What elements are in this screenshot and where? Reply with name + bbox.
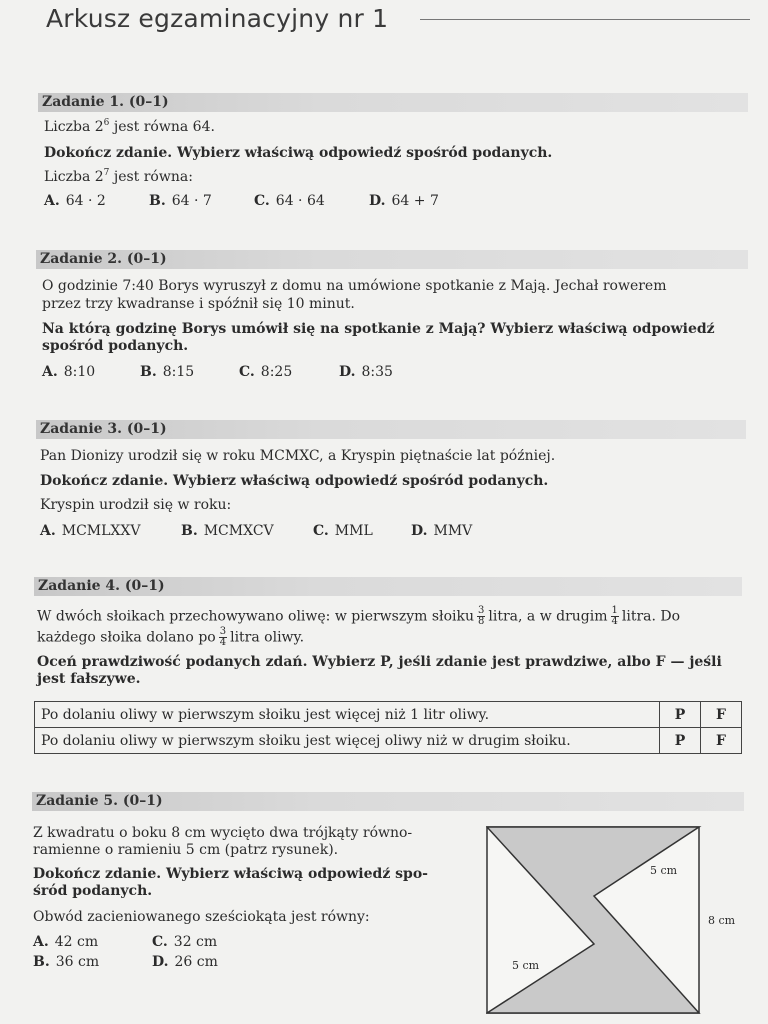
statement-cell: Po dolaniu oliwy w pierwszym słoiku jest więcej niż 1 litr oliwy. bbox=[35, 702, 660, 728]
answer-option[interactable]: A. 64 · 2 bbox=[44, 193, 106, 209]
dimension-label-bottom: 5 cm bbox=[512, 959, 540, 972]
answer-option[interactable]: A. 8:10 bbox=[42, 364, 96, 380]
task-question: spośród podanych. bbox=[42, 338, 189, 354]
fraction: $\frac{1}{4}$ bbox=[611, 605, 618, 627]
task-stem: Obwód zacieniowanego sześciokąta jest równy: bbox=[33, 909, 370, 925]
task-header bbox=[32, 792, 744, 811]
task-instruction: Dokończ zdanie. Wybierz właściwą odpowiedź spośród podanych. bbox=[44, 145, 553, 161]
task-text: każdego słoika dolano po $\frac{3}{4}$ litra oliwy. bbox=[37, 626, 305, 648]
true-false-table bbox=[34, 701, 742, 754]
task-header-label: Zadanie 2. (0–1) bbox=[40, 251, 167, 267]
task-instruction: jest fałszywe. bbox=[37, 671, 141, 687]
task-instruction: Dokończ zdanie. Wybierz właściwą odpowiedź spo- bbox=[33, 866, 428, 882]
dimension-label-side: 8 cm bbox=[708, 914, 736, 927]
task-question: Na którą godzinę Borys umówił się na spotkanie z Mają? Wybierz właściwą odpowiedź bbox=[42, 321, 715, 337]
table-row bbox=[35, 702, 742, 728]
task-header-label: Zadanie 5. (0–1) bbox=[36, 793, 163, 809]
task-instruction: Oceń prawdziwość podanych zdań. Wybierz P, jeśli zdanie jest prawdziwe, albo F — jeśli bbox=[37, 654, 722, 670]
task-intro: Pan Dionizy urodził się w roku MCMXC, a Kryspin piętnaście lat później. bbox=[40, 448, 556, 464]
answer-option[interactable]: B. 64 · 7 bbox=[149, 193, 212, 209]
task-instruction: Dokończ zdanie. Wybierz właściwą odpowiedź spośród podanych. bbox=[40, 473, 549, 489]
answer-option[interactable]: C. 8:25 bbox=[239, 364, 293, 380]
answer-option[interactable]: B. 36 cm bbox=[33, 954, 100, 970]
answer-option[interactable]: A. 42 cm bbox=[33, 934, 99, 950]
fraction: $\frac{3}{4}$ bbox=[219, 626, 227, 648]
task-text: O godzinie 7:40 Borys wyruszył z domu na umówione spotkanie z Mają. Jechał rowerem bbox=[42, 278, 667, 294]
task-header-label: Zadanie 3. (0–1) bbox=[40, 421, 167, 437]
hexagon-drawing bbox=[486, 826, 702, 1016]
answer-option[interactable]: B. MCMXCV bbox=[181, 523, 274, 539]
answer-option[interactable]: B. 8:15 bbox=[140, 364, 195, 380]
fraction: $\frac{3}{8}$ bbox=[478, 605, 485, 627]
answer-option[interactable]: D. 64 + 7 bbox=[369, 193, 439, 209]
task-intro: Liczba $2^6$ jest równa 64. bbox=[44, 118, 215, 135]
true-option[interactable]: P bbox=[660, 728, 701, 754]
task-header bbox=[36, 250, 748, 269]
task-header-label: Zadanie 1. (0–1) bbox=[42, 94, 169, 110]
answer-option[interactable]: A. MCMLXXV bbox=[40, 523, 141, 539]
true-option[interactable]: P bbox=[660, 702, 701, 728]
task-text: ramienne o ramieniu 5 cm (patrz rysunek). bbox=[33, 842, 339, 858]
task-instruction: śród podanych. bbox=[33, 883, 153, 899]
answer-option[interactable]: D. MMV bbox=[411, 523, 473, 539]
answer-option[interactable]: C. 64 · 64 bbox=[254, 193, 325, 209]
task-stem: Liczba $2^7$ jest równa: bbox=[44, 168, 193, 185]
dimension-label-top: 5 cm bbox=[650, 864, 678, 877]
task-text: przez trzy kwadranse i spóźnił się 10 minut. bbox=[42, 296, 355, 312]
task-stem: Kryspin urodził się w roku: bbox=[40, 497, 232, 513]
statement-cell: Po dolaniu oliwy w pierwszym słoiku jest więcej oliwy niż w drugim słoiku. bbox=[35, 728, 660, 754]
hexagon-figure bbox=[486, 826, 736, 1020]
table-row bbox=[35, 728, 742, 754]
task-header bbox=[36, 420, 746, 439]
task-header bbox=[38, 93, 748, 112]
title-rule bbox=[420, 19, 750, 20]
task-text: Z kwadratu o boku 8 cm wycięto dwa trójkąty równo- bbox=[33, 825, 413, 841]
task-header bbox=[34, 577, 742, 596]
answer-option[interactable]: C. MML bbox=[313, 523, 373, 539]
answer-option[interactable]: D. 26 cm bbox=[152, 954, 218, 970]
false-option[interactable]: F bbox=[701, 702, 742, 728]
answer-option[interactable]: D. 8:35 bbox=[339, 364, 393, 380]
task-text: W dwóch słoikach przechowywano oliwę: w pierwszym słoiku $\frac{3}{8}$ litra, a w drugim $\frac{1}{4}$ litra. Do bbox=[37, 605, 681, 627]
answer-option[interactable]: C. 32 cm bbox=[152, 934, 218, 950]
task-header-label: Zadanie 4. (0–1) bbox=[38, 578, 165, 594]
false-option[interactable]: F bbox=[701, 728, 742, 754]
page-title: Arkusz egzaminacyjny nr 1 bbox=[46, 4, 389, 33]
